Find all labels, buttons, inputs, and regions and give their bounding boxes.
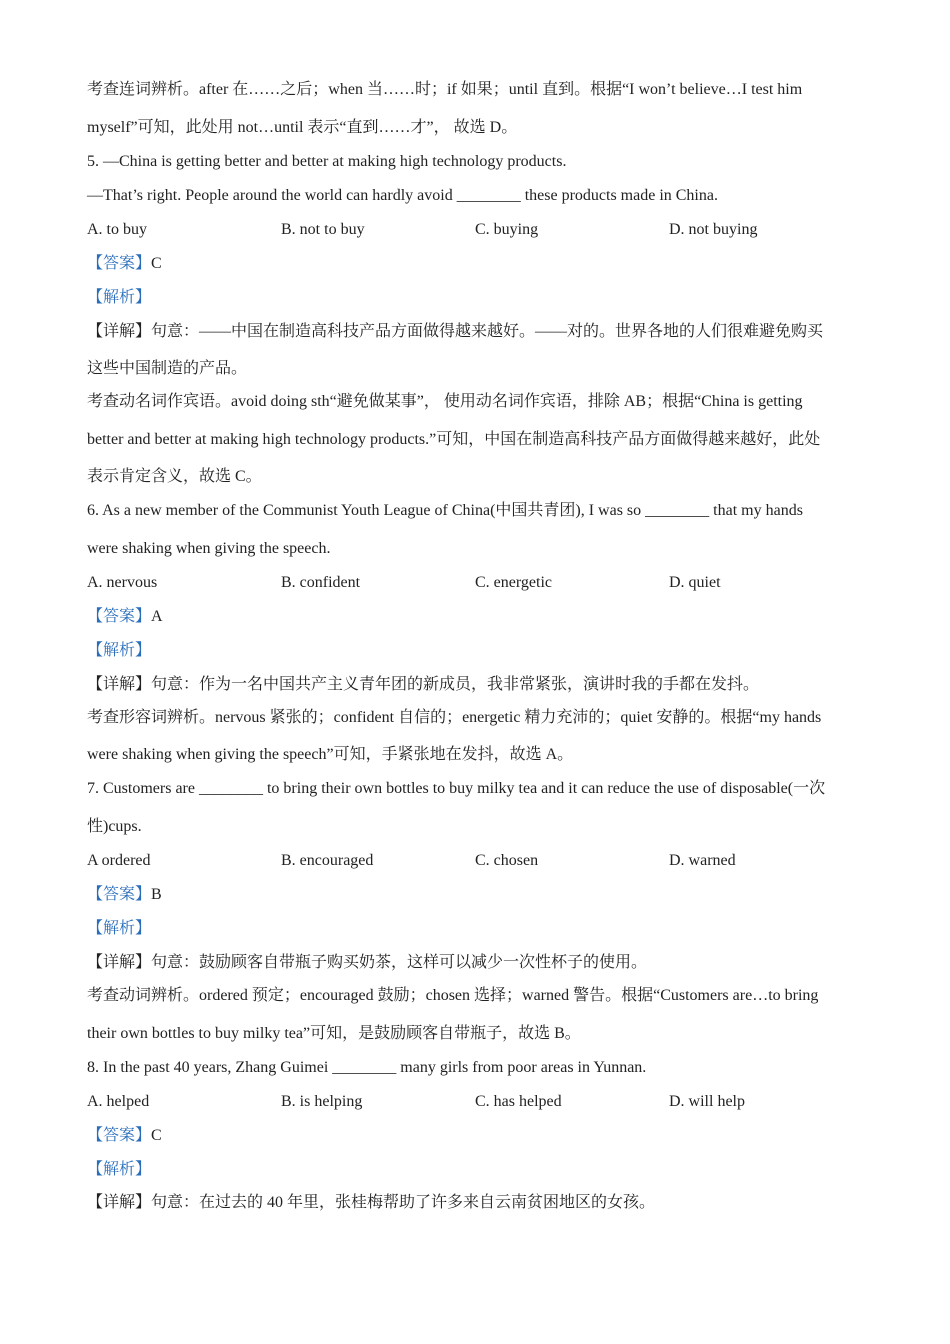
detail-text: 句意：在过去的 40 年里，张桂梅帮助了许多来自云南贫困地区的女孩。 bbox=[151, 1194, 656, 1211]
answer-tag: 【答案】 bbox=[87, 1127, 152, 1144]
q6-options bbox=[87, 573, 867, 593]
q8-analysis bbox=[87, 1160, 151, 1180]
q5-explanation-line1: 考查动名词作宾语。avoid doing sth“避免做某事”， 使用动名词作宾语，排除 AB；根据“China is getting bbox=[87, 393, 803, 410]
detail-tag: 【详解】 bbox=[87, 954, 152, 971]
detail-text: 句意：——中国在制造高科技产品方面做得越来越好。——对的。世界各地的人们很难避免购买 bbox=[151, 323, 824, 340]
q8-option-b: B. is helping bbox=[281, 1093, 363, 1110]
q4-explanation-line1: 考查连词辨析。after 在……之后；when 当……时；if 如果；until 直到。根据“I won’t believe…I test him bbox=[87, 81, 803, 98]
q7-detail-line1 bbox=[87, 953, 647, 973]
analysis-tag: 【解析】 bbox=[87, 642, 152, 659]
q5-option-c: C. buying bbox=[475, 221, 539, 238]
q4-explanation-line2: myself”可知，此处用 not…until 表示“直到……才”， 故选 D。 bbox=[87, 119, 518, 136]
answer-value: B bbox=[151, 886, 162, 903]
q5-option-b: B. not to buy bbox=[281, 221, 365, 238]
answer-tag: 【答案】 bbox=[87, 886, 152, 903]
q5-stem-line2: —That’s right. People around the world can hardly avoid ________ these products made in China. bbox=[87, 187, 718, 204]
q8-detail-line1 bbox=[87, 1193, 655, 1213]
q6-option-c: C. energetic bbox=[475, 574, 553, 591]
q6-option-b: B. confident bbox=[281, 574, 361, 591]
q8-stem-line1: 8. In the past 40 years, Zhang Guimei ________ many girls from poor areas in Yunnan. bbox=[87, 1059, 647, 1076]
q8-option-d: D. will help bbox=[669, 1093, 745, 1110]
detail-tag: 【详解】 bbox=[87, 323, 152, 340]
q5-explanation-line2: better and better at making high technology products.”可知，中国在制造高科技产品方面做得越来越好，此处 bbox=[87, 431, 821, 448]
q8-option-c: C. has helped bbox=[475, 1093, 562, 1110]
q7-options bbox=[87, 851, 867, 871]
analysis-tag: 【解析】 bbox=[87, 920, 152, 937]
q6-stem-line1: 6. As a new member of the Communist Youth League of China(中国共青团), I was so ________ that my hands bbox=[87, 502, 803, 519]
q7-option-a: A ordered bbox=[87, 852, 151, 869]
q7-option-b: B. encouraged bbox=[281, 852, 374, 869]
q5-option-d: D. not buying bbox=[669, 221, 758, 238]
q5-analysis bbox=[87, 288, 151, 308]
q6-option-a: A. nervous bbox=[87, 574, 158, 591]
q6-explanation-line1: 考查形容词辨析。nervous 紧张的；confident 自信的；energetic 精力充沛的；quiet 安静的。根据“my hands bbox=[87, 709, 822, 726]
answer-tag: 【答案】 bbox=[87, 255, 152, 272]
q5-stem-line1: 5. —China is getting better and better at making high technology products. bbox=[87, 153, 567, 170]
q6-answer bbox=[87, 607, 163, 627]
q7-analysis bbox=[87, 919, 151, 939]
q5-answer bbox=[87, 254, 162, 274]
q6-explanation-line2: were shaking when giving the speech”可知，手紧张地在发抖，故选 A。 bbox=[87, 746, 574, 763]
q6-analysis bbox=[87, 641, 151, 661]
q5-explanation-line3: 表示肯定含义，故选 C。 bbox=[87, 468, 262, 485]
q8-answer bbox=[87, 1126, 162, 1146]
analysis-tag: 【解析】 bbox=[87, 289, 152, 306]
detail-tag: 【详解】 bbox=[87, 1194, 152, 1211]
q5-options bbox=[87, 220, 867, 240]
q5-detail-line2: 这些中国制造的产品。 bbox=[87, 360, 248, 377]
q7-answer bbox=[87, 885, 162, 905]
q5-option-a: A. to buy bbox=[87, 221, 147, 238]
answer-value: A bbox=[151, 608, 163, 625]
analysis-tag: 【解析】 bbox=[87, 1161, 152, 1178]
q7-option-d: D. warned bbox=[669, 852, 736, 869]
q7-stem-line1: 7. Customers are ________ to bring their own bottles to buy milky tea and it can reduce the use of disposable(一次 bbox=[87, 780, 826, 797]
q6-option-d: D. quiet bbox=[669, 574, 721, 591]
q6-detail-line1 bbox=[87, 675, 759, 695]
q5-detail-line1 bbox=[87, 322, 823, 342]
q7-stem-line2: 性)cups. bbox=[87, 818, 142, 835]
answer-value: C bbox=[151, 1127, 162, 1144]
q7-explanation-line1: 考查动词辨析。ordered 预定；encouraged 鼓励；chosen 选择；warned 警告。根据“Customers are…to bring bbox=[87, 987, 819, 1004]
answer-tag: 【答案】 bbox=[87, 608, 152, 625]
answer-value: C bbox=[151, 255, 162, 272]
q6-stem-line2: were shaking when giving the speech. bbox=[87, 540, 331, 557]
detail-text: 句意：作为一名中国共产主义青年团的新成员，我非常紧张，演讲时我的手都在发抖。 bbox=[151, 676, 760, 693]
q7-explanation-line2: their own bottles to buy milky tea”可知，是鼓励顾客自带瓶子，故选 B。 bbox=[87, 1025, 581, 1042]
q8-options bbox=[87, 1092, 867, 1112]
detail-tag: 【详解】 bbox=[87, 676, 152, 693]
q7-option-c: C. chosen bbox=[475, 852, 539, 869]
detail-text: 句意：鼓励顾客自带瓶子购买奶茶，这样可以减少一次性杯子的使用。 bbox=[151, 954, 648, 971]
q8-option-a: A. helped bbox=[87, 1093, 150, 1110]
